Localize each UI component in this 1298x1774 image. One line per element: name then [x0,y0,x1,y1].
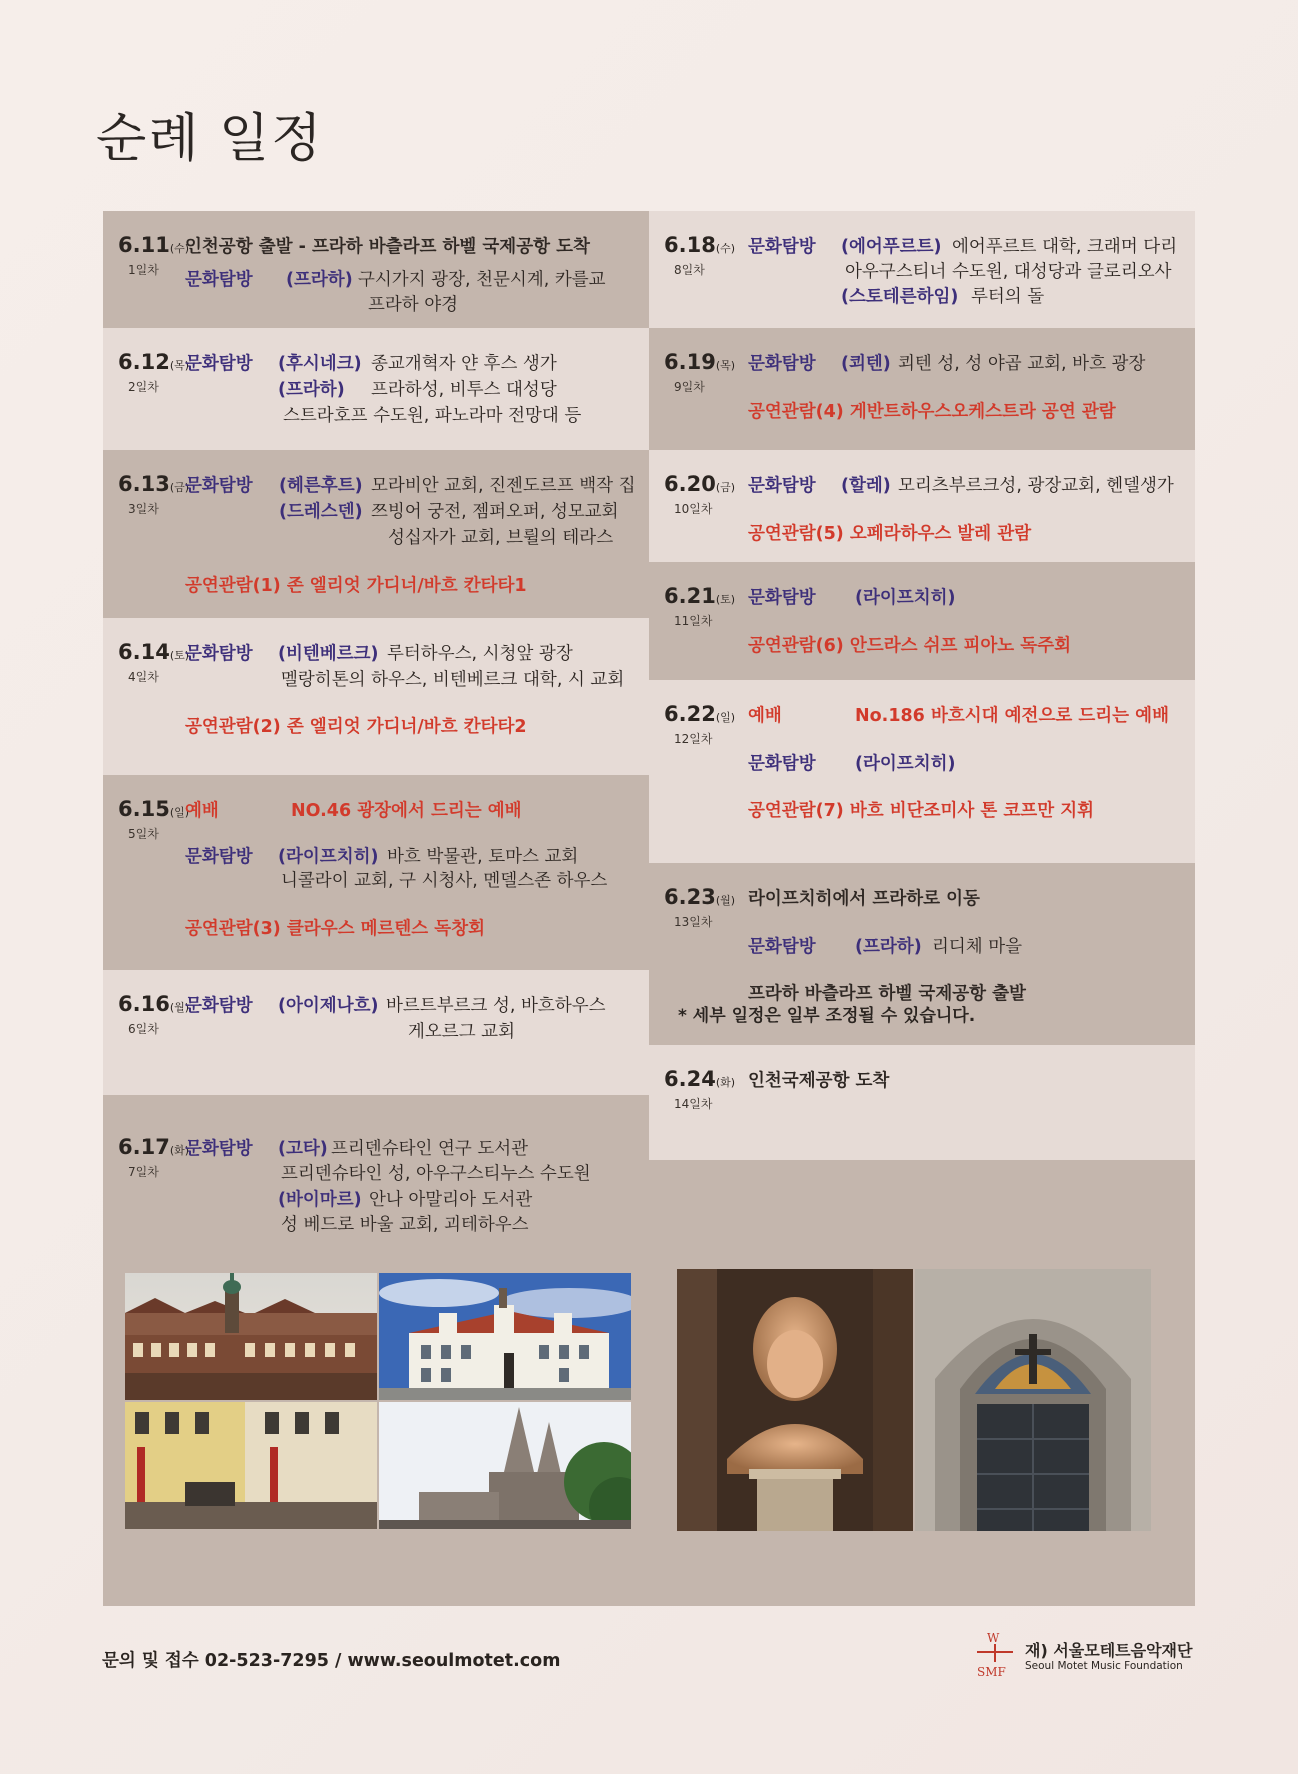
concert-item: 공연관람(7) 바흐 비단조미사 톤 코프만 지휘 [748,801,1095,821]
day-weekday: (목) [715,359,736,372]
photo-leipzig-street [125,1402,377,1529]
day-date: 6.23 [664,885,716,909]
day-date: 6.15 [118,797,170,821]
place-name: (비텐베르크) [278,644,379,664]
concert-item: 공연관람(1) 존 엘리엇 가디너/바흐 칸타타1 [185,576,527,596]
photo-meissen-cathedral [379,1402,631,1529]
day-number: 7일차 [128,1165,159,1179]
day-weekday: (토) [715,593,736,606]
day-date: 6.14 [118,640,170,664]
day-date: 6.20 [664,472,716,496]
place-details: 루터하우스, 시청앞 광장 [387,644,573,664]
place-details: 모리츠부르크성, 광장교회, 헨델생가 [898,476,1174,496]
place-details: 쾨텐 성, 성 야곱 교회, 바흐 광장 [898,354,1146,374]
place-name: (라이프치히) [278,847,379,867]
day-weekday: (일) [169,806,190,819]
day-6-13 [103,450,649,618]
concert-item: 공연관람(4) 게반트하우스오케스트라 공연 관람 [748,402,1116,422]
day-6-21 [649,562,1195,680]
day-date: 6.12 [118,350,170,374]
place-details: 루터의 돌 [971,287,1045,307]
activity-label: 문화탐방 [185,270,253,290]
day-weekday: (수) [715,242,736,255]
day-date: 6.19 [664,350,716,374]
day-6-22 [649,680,1195,863]
place-details: 리디체 마을 [932,937,1023,957]
place-details: 스트라호프 수도원, 파노라마 전망대 등 [283,406,582,426]
place-name: (헤른후트) [279,476,363,496]
smf-logo-icon [975,1630,1015,1678]
place-name: (고타) [278,1139,328,1159]
day-weekday: (금) [715,481,736,494]
concert-item: 공연관람(5) 오페라하우스 발레 관람 [748,524,1032,544]
foundation-name-ko: 재) 서울모테트음악재단 [1025,1641,1193,1660]
day-weekday: (화) [715,1076,736,1089]
place-details: 구시가지 광장, 천문시계, 카를교 [358,270,606,290]
activity-label: 문화탐방 [185,476,253,496]
place-name: (에어푸르트) [841,237,942,257]
activity-label: 문화탐방 [748,354,816,374]
day-6-19 [649,328,1195,450]
worship-label: 예배 [748,706,782,726]
day-date: 6.16 [118,992,170,1016]
activity-label: 문화탐방 [185,847,253,867]
place-name: (프라하) [278,380,345,400]
place-name: (할레) [841,476,891,496]
place-details: 게오르그 교회 [408,1022,515,1042]
worship-item: No.186 바흐시대 예전으로 드리는 예배 [855,706,1169,726]
activity-label: 문화탐방 [185,644,253,664]
svg-text:W: W [987,1631,1000,1645]
place-name: (라이프치히) [855,588,956,608]
day-weekday: (목) [169,359,190,372]
place-details: 에어푸르트 대학, 크래머 다리 [952,237,1178,257]
day-date: 6.11 [118,233,170,257]
day-number: 2일차 [128,380,159,394]
place-details: 안나 아말리아 도서관 [369,1190,533,1210]
place-details: 프리덴슈타인 성, 아우구스티누스 수도원 [281,1164,591,1184]
day-6-18 [649,211,1195,328]
day-weekday: (월) [169,1001,190,1014]
day-date: 6.21 [664,584,716,608]
activity-label: 문화탐방 [748,588,816,608]
photo-leipzig-old-town-hall [125,1273,377,1400]
day-number: 10일차 [674,502,713,516]
day-number: 4일차 [128,670,159,684]
day-weekday: (수) [169,242,190,255]
day-number: 11일차 [674,614,713,628]
place-details: 모라비안 교회, 진젠도르프 백작 집 [371,476,636,496]
day-6-15 [103,775,649,970]
day-number: 3일차 [128,502,159,516]
place-name: (쾨텐) [841,354,891,374]
day-number: 6일차 [128,1022,159,1036]
day-date: 6.13 [118,472,170,496]
schedule-note: * 세부 일정은 일부 조정될 수 있습니다. [678,1006,976,1026]
activity-label: 문화탐방 [748,937,816,957]
place-details: 니콜라이 교회, 구 시청사, 멘델스존 하우스 [281,871,608,891]
activity-label: 문화탐방 [185,996,253,1016]
place-name: (아이제나흐) [278,996,379,1016]
day-date: 6.24 [664,1067,716,1091]
place-name: (프라하) [286,270,353,290]
place-details: 바흐 박물관, 토마스 교회 [387,847,579,867]
day-6-20 [649,450,1195,562]
place-name: (드레스덴) [279,502,363,522]
day-date: 6.17 [118,1135,170,1159]
day-number: 8일차 [674,263,705,277]
day-number: 13일차 [674,915,713,929]
day-6-12 [103,328,649,450]
day-date: 6.18 [664,233,716,257]
place-name: (후시네크) [278,354,362,374]
day-weekday: (일) [715,711,736,724]
photo-wittenberg-town-hall [379,1273,631,1400]
place-details: 프리덴슈타인 연구 도서관 [331,1139,529,1159]
day-6-16 [103,970,649,1095]
place-details: 쯔빙어 궁전, 젬퍼오퍼, 성모교회 [371,502,619,522]
place-details: 종교개혁자 얀 후스 생가 [371,354,557,374]
concert-item: 공연관람(3) 클라우스 메르텐스 독창회 [185,919,486,939]
day-number: 5일차 [128,827,159,841]
activity-label: 문화탐방 [748,476,816,496]
day-6-17 [103,1095,649,1275]
concert-item: 공연관람(2) 존 엘리엇 가디너/바흐 칸타타2 [185,717,527,737]
activity-label: 문화탐방 [748,754,816,774]
activity-label: 문화탐방 [185,354,253,374]
itinerary-text: 라이프치히에서 프라하로 이동 [748,889,980,909]
place-name: (바이마르) [278,1190,362,1210]
itinerary-text: 프라하 바츨라프 하벨 국제공항 출발 [748,984,1026,1004]
day-date: 6.22 [664,702,716,726]
place-details: 멜랑히톤의 하우스, 비텐베르크 대학, 시 교회 [281,670,625,690]
place-name: (프라하) [855,937,922,957]
place-name: (스토테른하임) [841,287,959,307]
day-weekday: (화) [169,1144,190,1157]
place-details: 아우구스티너 수도원, 대성당과 글로리오사 [845,262,1172,282]
schedule-board [103,211,1195,1606]
place-details: 프라하 야경 [368,295,459,315]
schedule-column-left [103,211,649,1275]
activity-label: 문화탐방 [185,1139,253,1159]
day-number: 1일차 [128,263,159,277]
page-title: 순례 일정 [96,109,324,169]
place-details: 성 베드로 바울 교회, 괴테하우스 [281,1215,529,1235]
day-6-24 [649,1045,1195,1160]
contact-info: 문의 및 접수 02-523-7295 / www.seoulmotet.com [102,1651,561,1671]
day-number: 9일차 [674,380,705,394]
photo-bach-bust [677,1269,913,1531]
place-details: 프라하성, 비투스 대성당 [371,380,557,400]
place-details: 바르트부르크 성, 바흐하우스 [386,996,606,1016]
worship-item: NO.46 광장에서 드리는 예배 [291,801,522,821]
foundation-logo [975,1630,1193,1680]
concert-item: 공연관람(6) 안드라스 쉬프 피아노 독주회 [748,636,1072,656]
itinerary-text: 인천국제공항 도착 [748,1071,890,1091]
photo-castle-church-door [915,1269,1151,1531]
itinerary-text: 인천공항 출발 - 프라하 바츨라프 하벨 국제공항 도착 [185,237,590,257]
activity-label: 문화탐방 [748,237,816,257]
day-number: 12일차 [674,732,713,746]
day-weekday: (금) [169,481,190,494]
svg-text:SMF: SMF [977,1665,1006,1678]
day-weekday: (월) [715,894,736,907]
place-name: (라이프치히) [855,754,956,774]
day-weekday: (토) [169,649,190,662]
worship-label: 예배 [185,801,219,821]
place-details: 성십자가 교회, 브륄의 테라스 [388,528,614,548]
day-6-14 [103,618,649,775]
day-number: 14일차 [674,1097,713,1111]
day-6-11 [103,211,649,328]
foundation-name-en: Seoul Motet Music Foundation [1025,1660,1183,1672]
